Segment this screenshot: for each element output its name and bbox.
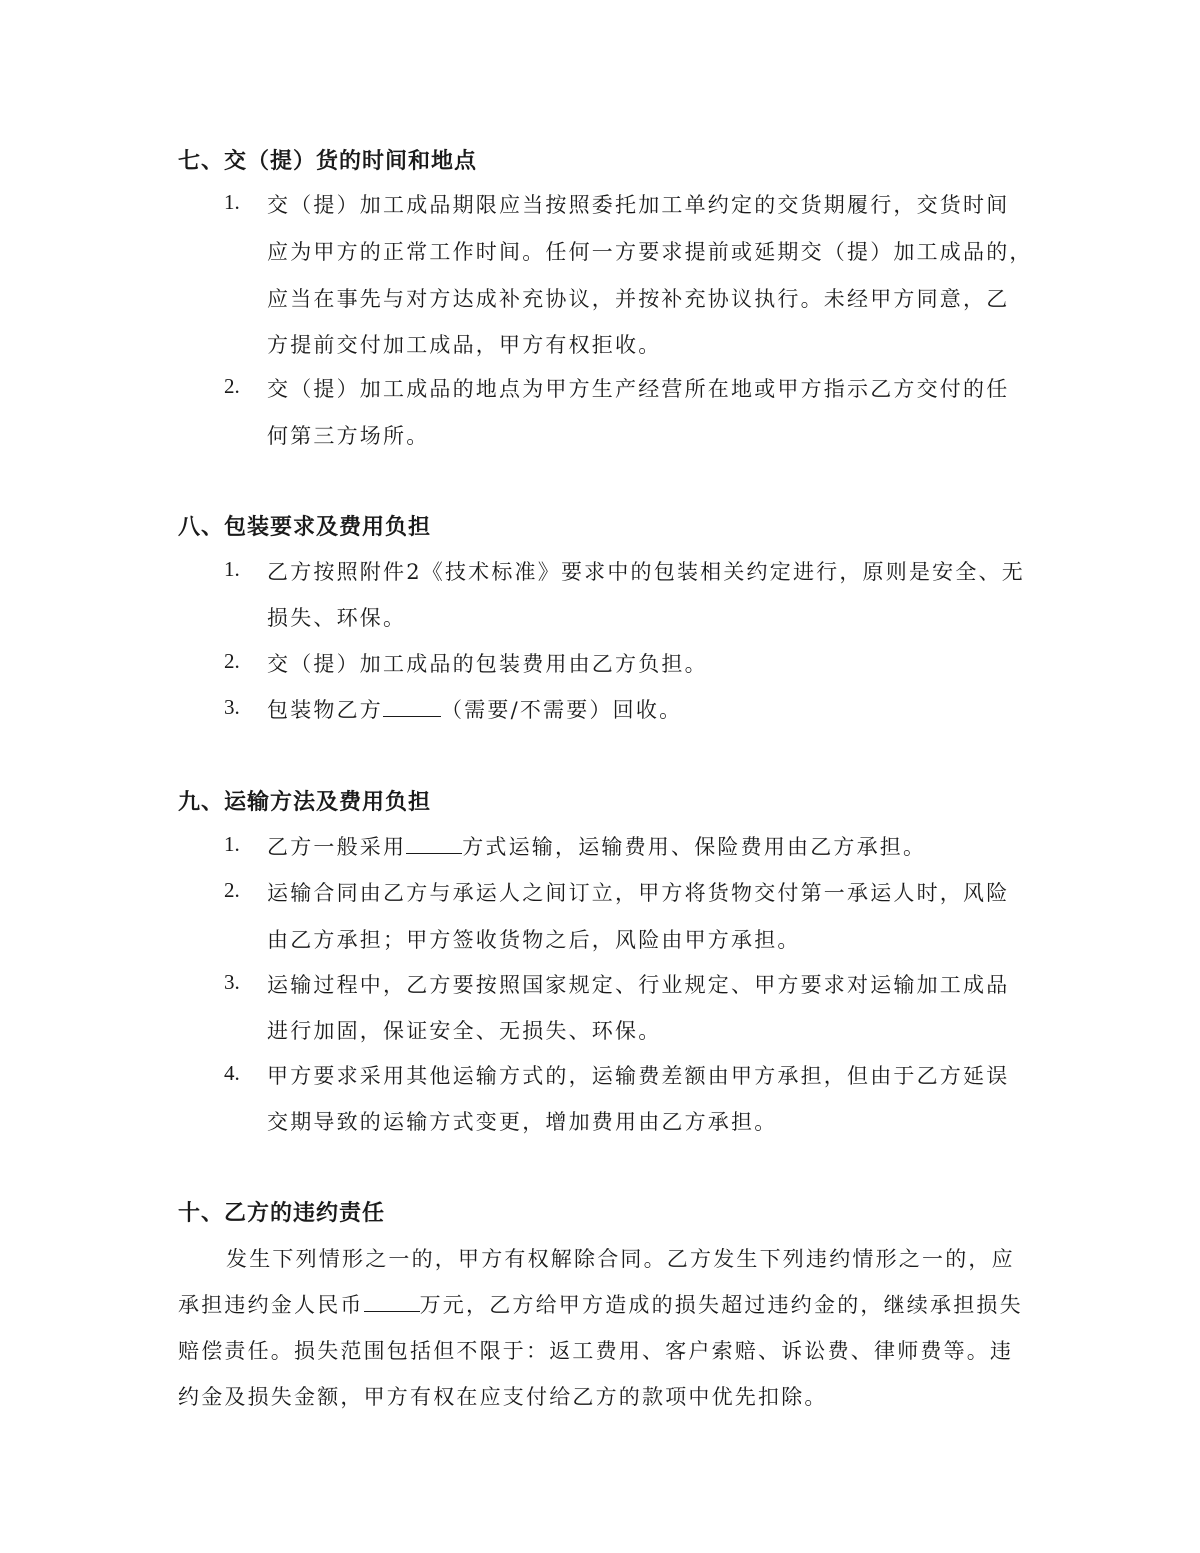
- item-number: 1.: [224, 557, 240, 581]
- item-number: 2.: [224, 649, 240, 673]
- item-text-line: [267, 694, 682, 724]
- section-heading: 八、包装要求及费用负担: [178, 515, 432, 540]
- item-text-line: 交期导致的运输方式变更，增加费用由乙方承担。: [267, 1110, 778, 1134]
- fill-in-blank: [383, 694, 441, 717]
- item-number: 1.: [224, 832, 240, 856]
- item-text-line: 交（提）加工成品的包装费用由乙方负担。: [267, 652, 708, 676]
- item-text-line: 进行加固，保证安全、无损失、环保。: [267, 1019, 662, 1043]
- item-text-line: 何第三方场所。: [267, 424, 430, 448]
- fill-in-blank: [364, 1289, 420, 1312]
- item-number: 3.: [224, 970, 240, 994]
- item-number: 3.: [224, 695, 240, 719]
- item-text-line: 交（提）加工成品期限应当按照委托加工单约定的交货期履行，交货时间: [267, 193, 1010, 217]
- text-before-blank: 包装物乙方: [267, 698, 383, 722]
- text-before-blank: 承担违约金人民币: [178, 1293, 364, 1317]
- text-before-blank: 乙方一般采用: [267, 835, 407, 859]
- section-heading: 十、乙方的违约责任: [178, 1201, 386, 1226]
- paragraph-line: [178, 1289, 1023, 1319]
- item-text-line: 运输过程中，乙方要按照国家规定、行业规定、甲方要求对运输加工成品: [267, 973, 1010, 997]
- text-after-blank: 万元，乙方给甲方造成的损失超过违约金的，继续承担损失: [419, 1293, 1023, 1317]
- section-heading: 七、交（提）货的时间和地点: [178, 149, 478, 174]
- item-number: 1.: [224, 190, 240, 214]
- item-number: 2.: [224, 374, 240, 398]
- fill-in-blank: [406, 831, 462, 854]
- paragraph-line: 赔偿责任。损失范围包括但不限于：返工费用、客户索赔、诉讼费、律师费等。违: [178, 1339, 1014, 1363]
- item-number: 2.: [224, 878, 240, 902]
- item-text-line: 交（提）加工成品的地点为甲方生产经营所在地或甲方指示乙方交付的任: [267, 377, 1010, 401]
- item-text-line: 应当在事先与对方达成补充协议，并按补充协议执行。未经甲方同意，乙: [267, 287, 1010, 311]
- item-text-line: 方提前交付加工成品，甲方有权拒收。: [267, 333, 662, 357]
- item-number: 4.: [224, 1061, 240, 1085]
- item-text-line: 乙方按照附件2《技术标准》要求中的包装相关约定进行，原则是安全、无: [267, 560, 1025, 584]
- text-after-blank: 方式运输，运输费用、保险费用由乙方承担。: [462, 835, 927, 859]
- paragraph-line: 约金及损失金额，甲方有权在应支付给乙方的款项中优先扣除。: [178, 1385, 828, 1409]
- item-text-line: 甲方要求采用其他运输方式的，运输费差额由甲方承担，但由于乙方延误: [267, 1064, 1010, 1088]
- item-text-line: 由乙方承担；甲方签收货物之后，风险由甲方承担。: [267, 928, 801, 952]
- section-heading: 九、运输方法及费用负担: [178, 790, 432, 815]
- paragraph-line: 发生下列情形之一的，甲方有权解除合同。乙方发生下列违约情形之一的，应: [226, 1247, 1015, 1271]
- item-text-line: 损失、环保。: [267, 606, 407, 630]
- text-after-blank: （需要/不需要）回收。: [441, 698, 683, 722]
- item-text-line: 运输合同由乙方与承运人之间订立，甲方将货物交付第一承运人时，风险: [267, 881, 1010, 905]
- item-text-line: [267, 831, 926, 861]
- item-text-line: 应为甲方的正常工作时间。任何一方要求提前或延期交（提）加工成品的，: [267, 240, 1033, 264]
